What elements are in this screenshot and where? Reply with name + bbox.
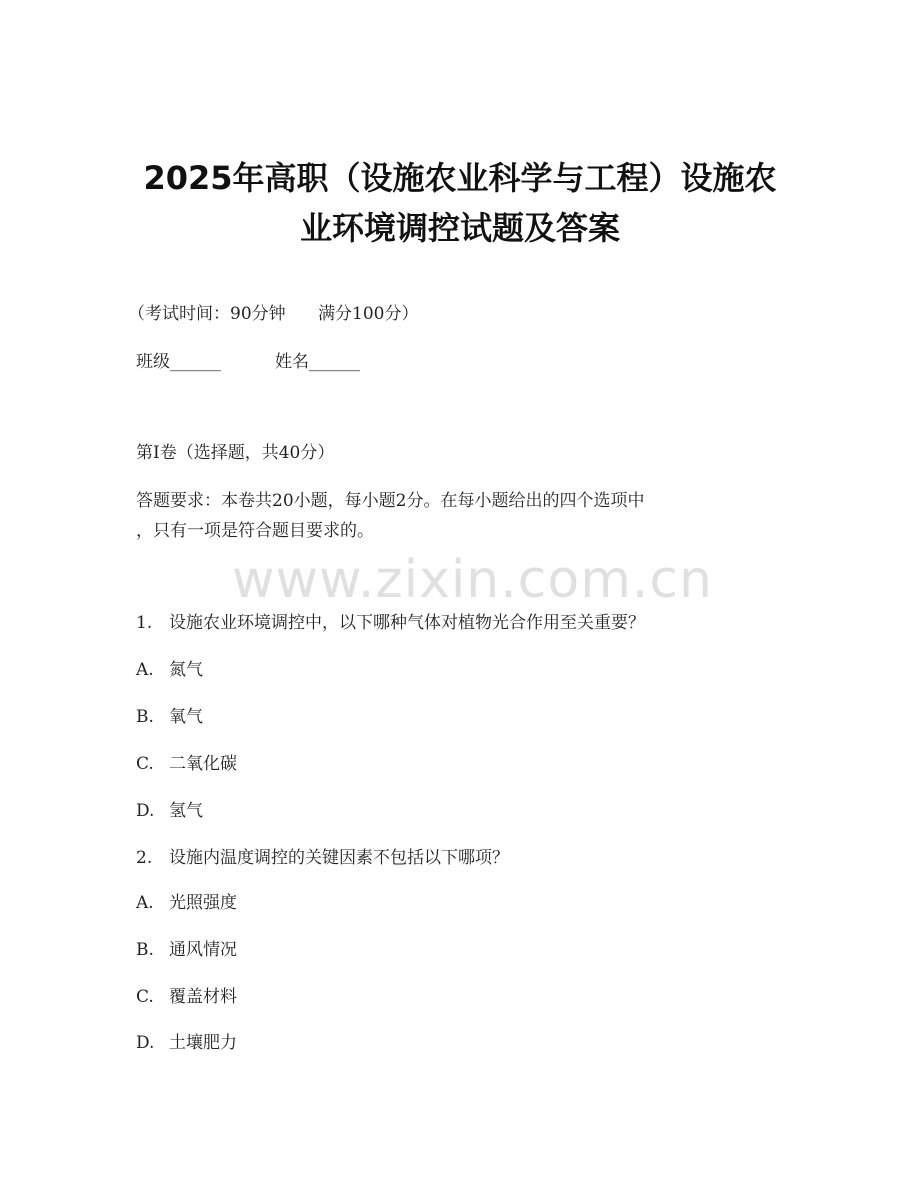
option-letter: D. — [136, 801, 155, 821]
option-letter: C. — [136, 987, 154, 1007]
watermark: www.zixin.com.cn — [232, 550, 713, 610]
section-heading: 第I卷（选择题，共40分） — [136, 443, 335, 463]
option-letter: D. — [136, 1033, 155, 1053]
question-2 — [136, 847, 509, 869]
name-label: 姓名______ — [275, 352, 360, 372]
document-title-line-2: 业环境调控试题及答案 — [299, 209, 620, 247]
question-1-option-b — [136, 706, 203, 728]
exam-info: （考试时间：90分钟 满分100分） — [128, 304, 419, 324]
question-1-option-c — [136, 753, 237, 775]
question-number: 2. — [136, 848, 153, 868]
question-2-option-c — [136, 986, 237, 1008]
class-label: 班级______ — [136, 352, 221, 372]
option-text: 氢气 — [169, 801, 203, 821]
question-number: 1. — [136, 613, 153, 633]
question-text: 设施内温度调控的关键因素不包括以下哪项？ — [169, 848, 509, 868]
option-text: 氧气 — [169, 707, 203, 727]
option-letter: A. — [136, 893, 154, 913]
option-text: 土壤肥力 — [169, 1033, 237, 1053]
requirement-line-2: ，只有一项是符合题目要求的。 — [136, 521, 374, 541]
option-text: 通风情况 — [169, 940, 237, 960]
document-title-line-1: 2025年高职（设施农业科学与工程）设施农 — [143, 159, 777, 197]
option-text: 光照强度 — [169, 893, 237, 913]
question-text: 设施农业环境调控中，以下哪种气体对植物光合作用至关重要？ — [169, 613, 645, 633]
question-2-option-d — [136, 1032, 237, 1054]
option-letter: B. — [136, 940, 154, 960]
option-text: 氮气 — [169, 660, 203, 680]
question-1-option-d — [136, 800, 203, 822]
question-1-option-a — [136, 659, 203, 681]
question-2-option-a — [136, 892, 237, 914]
option-letter: C. — [136, 754, 154, 774]
option-letter: B. — [136, 707, 154, 727]
question-1 — [136, 612, 645, 634]
option-text: 二氧化碳 — [169, 754, 237, 774]
option-text: 覆盖材料 — [169, 987, 237, 1007]
option-letter: A. — [136, 660, 154, 680]
student-info-row — [136, 351, 360, 373]
requirement-line-1: 答题要求：本卷共20小题，每小题2分。在每小题给出的四个选项中 — [136, 491, 645, 511]
question-2-option-b — [136, 939, 237, 961]
